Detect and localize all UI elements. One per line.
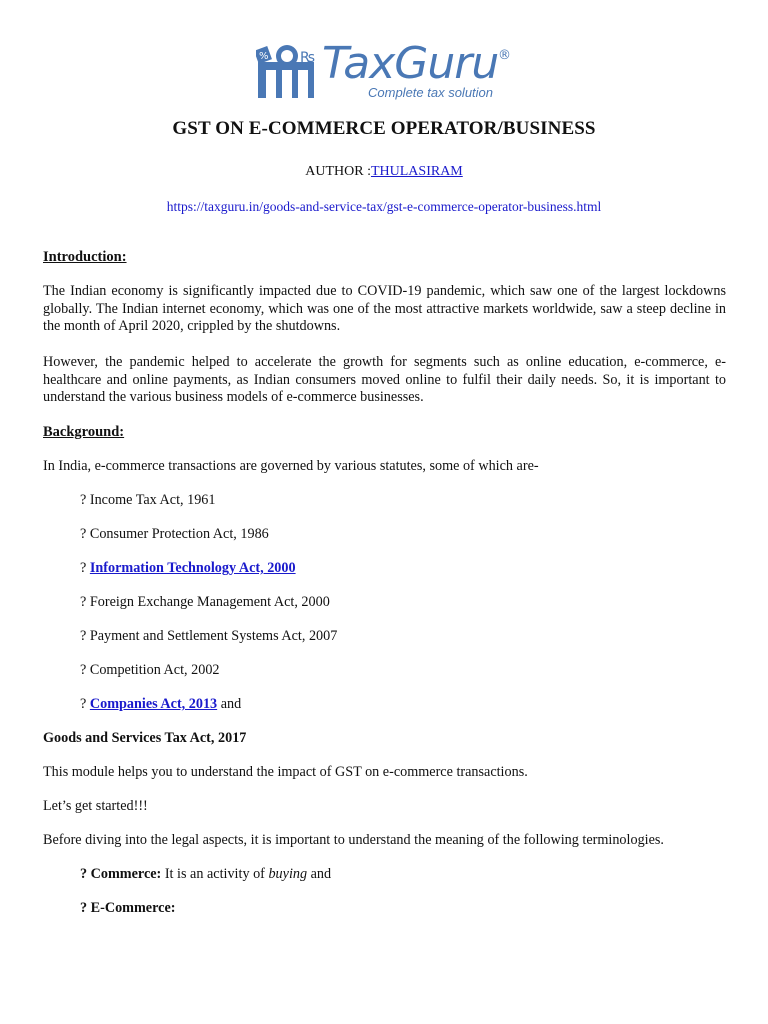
list-item-text: Payment and Settlement Systems Act, 2007 bbox=[89, 628, 338, 644]
bullet-marker: ? bbox=[80, 628, 87, 644]
bullet-marker: ? bbox=[80, 866, 88, 882]
author-line bbox=[0, 164, 768, 180]
term-e-commerce bbox=[80, 900, 175, 917]
list-item-suffix: and bbox=[217, 696, 242, 712]
list-item-text: Consumer Protection Act, 1986 bbox=[89, 526, 269, 542]
list-item bbox=[80, 628, 337, 645]
intro-paragraph-1: The Indian economy is significantly impacted due to COVID-19 pandemic, which saw one of the largest lockdowns globally. The Indian internet economy, which was one of the most attractive markets worldwide, saw a steep decline in the month of April 2020, crippled by the shutdowns. bbox=[43, 283, 726, 335]
information-technology-act-link[interactable]: Information Technology Act, 2000 bbox=[89, 560, 296, 576]
document-title: GST ON E-COMMERCE OPERATOR/BUSINESS bbox=[172, 118, 596, 139]
bullet-marker: ? bbox=[80, 594, 87, 610]
logo-tagline: Complete tax solution bbox=[368, 85, 494, 100]
svg-text:₨: ₨ bbox=[300, 50, 316, 66]
author-label: AUTHOR : bbox=[305, 164, 371, 179]
source-url[interactable]: https://taxguru.in/goods-and-service-tax/gst-e-commerce-operator-business.html bbox=[166, 199, 602, 214]
gst-act-heading: Goods and Services Tax Act, 2017 bbox=[43, 730, 247, 746]
logo-registered-mark: ® bbox=[498, 48, 511, 63]
bullet-marker: ? bbox=[80, 662, 87, 678]
bullet-marker: ? bbox=[80, 560, 87, 576]
list-item-text: Income Tax Act, 1961 bbox=[89, 492, 216, 508]
bullet-marker: ? bbox=[80, 696, 87, 712]
term-label: E-Commerce: bbox=[90, 900, 176, 916]
taxguru-logo[interactable] bbox=[256, 40, 518, 102]
lets-get-started-text: Let’s get started!!! bbox=[43, 798, 148, 814]
list-item bbox=[80, 526, 269, 543]
background-heading: Background: bbox=[43, 424, 125, 440]
list-item bbox=[80, 560, 296, 577]
background-paragraph: In India, e-commerce transactions are governed by various statutes, some of which are- bbox=[43, 458, 539, 474]
logo-wordmark: TaxGuru bbox=[322, 38, 499, 89]
terminology-intro: Before diving into the legal aspects, it is important to understand the meaning of the following terminologies. bbox=[43, 832, 664, 848]
introduction-heading: Introduction: bbox=[43, 249, 127, 265]
bullet-marker: ? bbox=[80, 492, 87, 508]
term-text-italic: buying bbox=[268, 866, 308, 882]
taxguru-logo-icon bbox=[256, 42, 318, 100]
svg-text:%: % bbox=[259, 51, 269, 62]
list-item-text: Foreign Exchange Management Act, 2000 bbox=[89, 594, 330, 610]
term-commerce bbox=[80, 866, 331, 883]
module-paragraph: This module helps you to understand the impact of GST on e-commerce transactions. bbox=[43, 764, 528, 780]
term-text-end: and bbox=[307, 866, 332, 882]
list-item bbox=[80, 594, 330, 611]
bullet-marker: ? bbox=[80, 526, 87, 542]
list-item bbox=[80, 662, 220, 679]
term-text: It is an activity of bbox=[161, 866, 269, 882]
intro-paragraph-2: However, the pandemic helped to accelerate the growth for segments such as online education, e-commerce, e-healthcare and online payments, as Indian consumers moved online to fulfil their daily needs. So, it is important to understand the various business models of e-commerce businesses. bbox=[43, 354, 726, 406]
companies-act-link[interactable]: Companies Act, 2013 bbox=[89, 696, 218, 712]
bullet-marker: ? bbox=[80, 900, 88, 916]
term-label: Commerce: bbox=[90, 866, 162, 882]
list-item bbox=[80, 492, 215, 509]
list-item-text: Competition Act, 2002 bbox=[89, 662, 220, 678]
list-item bbox=[80, 696, 241, 713]
author-link[interactable]: THULASIRAM bbox=[370, 164, 463, 179]
